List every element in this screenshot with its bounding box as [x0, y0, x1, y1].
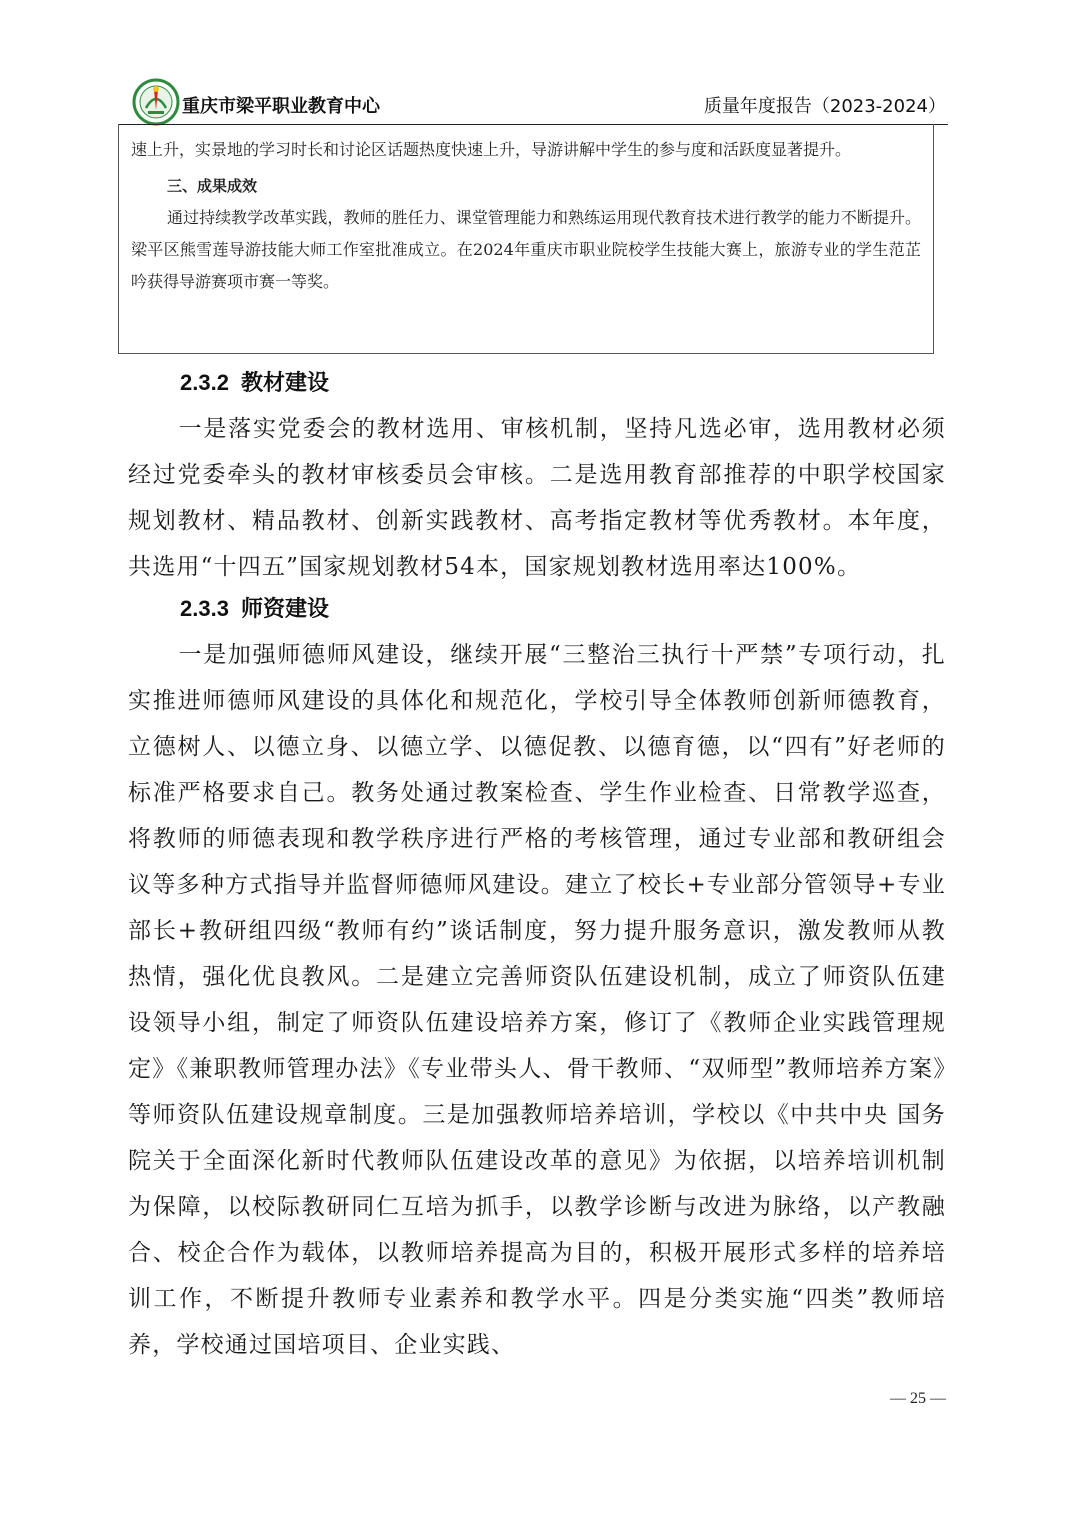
page-header: [128, 72, 948, 128]
section-body-text: 一是落实党委会的教材选用、审核机制，坚持凡选必审，选用教材必须经过党委牵头的教材审核委员会审核。二是选用教育部推荐的中职学校国家规划教材、精品教材、创新实践教材、高考指定教材等优秀教材。本年度，共选用“十四五”国家规划教材54本，国家规划教材选用率达100%。: [128, 416, 946, 580]
case-continuation-text: 速上升，实景地的学习时长和讨论区话题热度快速上升，导游讲解中学生的参与度和活跃度显著提升。: [131, 140, 852, 159]
school-name: 重庆市梁平职业教育中心: [182, 96, 380, 117]
section-title: 教材建设: [240, 370, 329, 396]
school-logo-icon: [132, 78, 180, 126]
case-subheading: 三、成果成效: [167, 177, 258, 195]
section-heading-faculty: [180, 592, 329, 623]
page-number: — 25 —: [890, 1390, 946, 1407]
report-title: 质量年度报告（2023-2024）: [703, 96, 946, 117]
section-number: 2.3.2: [180, 370, 229, 395]
section-body-faculty: [128, 632, 946, 1368]
section-title: 师资建设: [240, 596, 329, 622]
section-body-text: 一是加强师德师风建设，继续开展“三整治三执行十严禁”专项行动，扎实推进师德师风建设的具体化和规范化，学校引导全体教师创新师德教育，立德树人、以德立身、以德立学、以德促教、以德育德，以“四有”好老师的标准严格要求自己。教务处通过教案检查、学生作业检查、日常教学巡查，将教师的师德表现和教学秩序进行严格的考核管理，通过专业部和教研组会议等多种方式指导并监督师德师风建设。建立了校长+专业部分管领导+专业部长+教研组四级“教师有约”谈话制度，努力提升服务意识，激发教师从教热情，强化优良教风。二是建立完善师资队伍建设机制，成立了师资队伍建设领导小组，制定了师资队伍建设培养方案，修订了《教师企业实践管理规定》《兼职教师管理办法》《专业带头人、骨干教师、“双师型”教师培养方案》等师资队伍建设规章制度。三是加强教师培养培训，学校以《中共中央 国务院关于全面深化新时代教师队伍建设改革的意见》为依据，以培养培训机制为保障，以校际教研同仁互培为抓手，以教学诊断与改进为脉络，以产教融合、校企合作为载体，以教师培养提高为目的，积极开展形式多样的培养培训工作，不断提升教师专业素养和教学水平。四是分类实施“四类”教师培养，学校通过国培项目、企业实践、: [128, 642, 946, 1358]
section-heading-textbooks: [180, 366, 329, 397]
section-number: 2.3.3: [180, 596, 229, 621]
case-result-text: 通过持续教学改革实践，教师的胜任力、课堂管理能力和熟练运用现代教育技术进行教学的能力不断提升。梁平区熊雪莲导游技能大师工作室批准成立。在2024年重庆市职业院校学生技能大赛上，旅游专业的学生范芷吟获得导游赛项市赛一等奖。: [131, 208, 921, 291]
section-body-textbooks: [128, 406, 946, 590]
case-study-box: [118, 124, 934, 354]
